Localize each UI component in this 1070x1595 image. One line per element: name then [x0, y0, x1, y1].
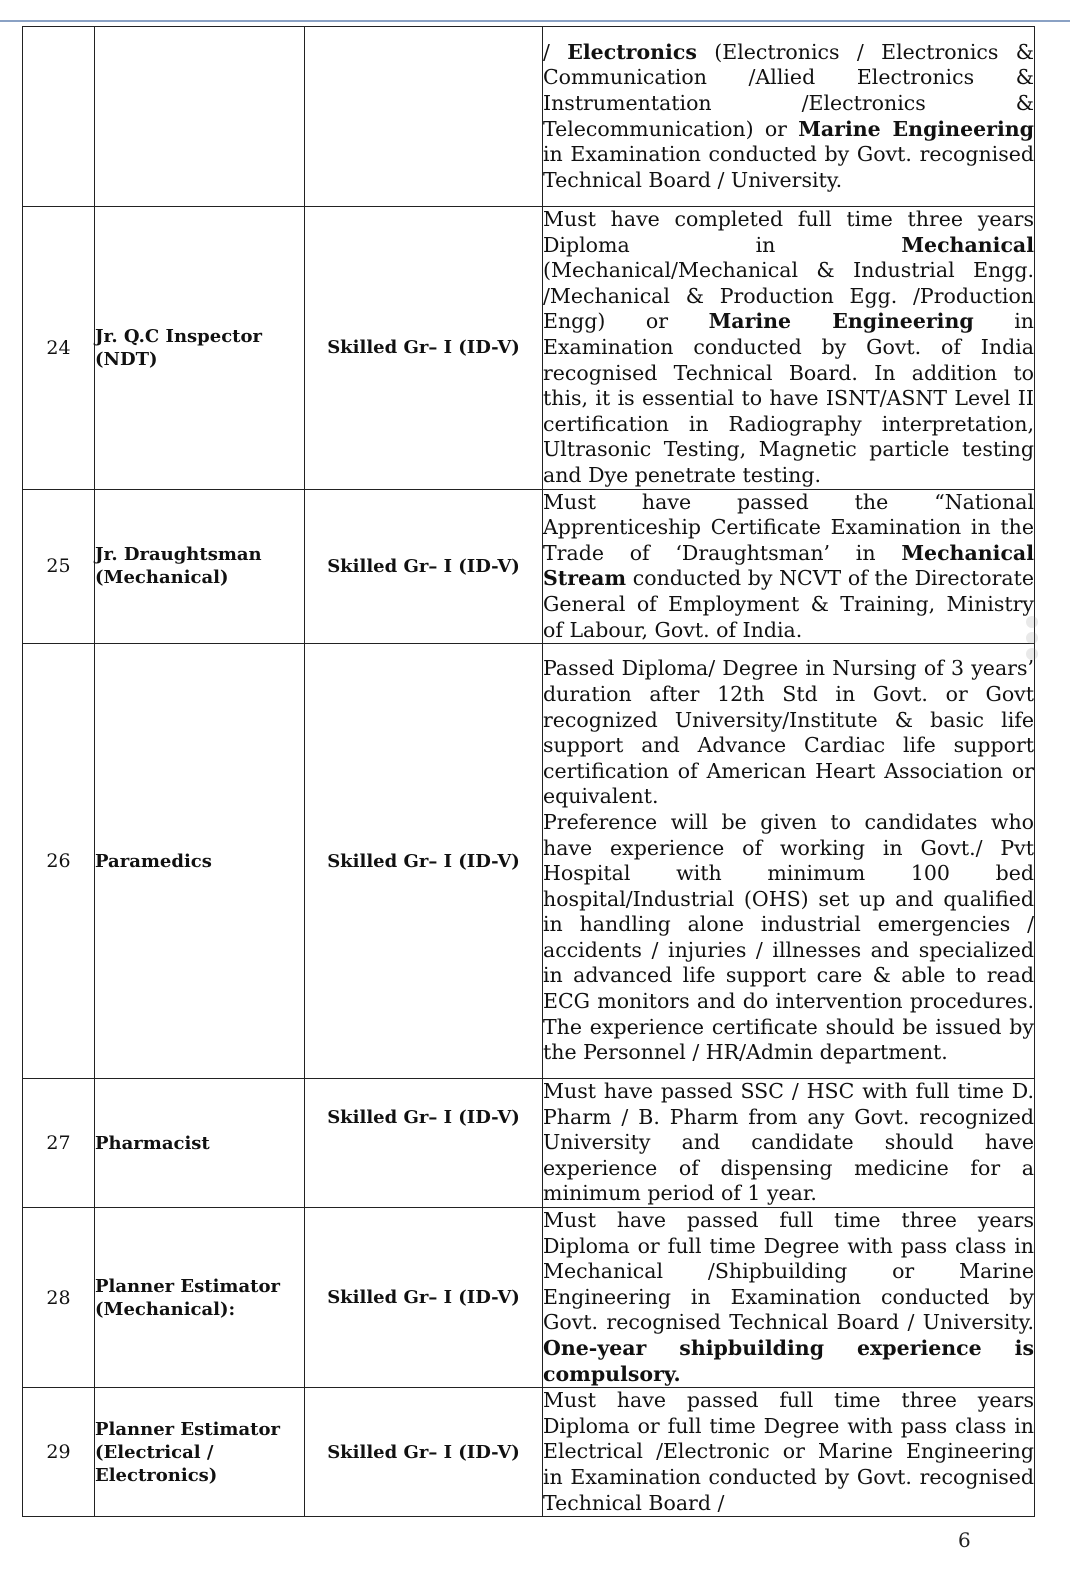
- serial-number-cell: 26: [23, 644, 95, 1079]
- grade-cell: Skilled Gr– I (ID-V): [305, 489, 543, 644]
- grade-cell: [305, 27, 543, 207]
- post-name-cell: Planner Estimator (Electrical / Electronics): [95, 1388, 305, 1517]
- qualification-text: Must have passed SSC / HSC with full time D. Pharm / B. Pharm from any Govt. recognized University and candidate should have experience of dispensing medicine for a minimum period of 1 year.: [543, 1079, 1034, 1206]
- qualification-text: Must have passed full time three years Diploma or full time Degree with pass class in Mechanical /Shipbuilding or Marine Engineering in Examination conducted by Govt. recognised Technical Board / University.: [543, 1208, 1034, 1335]
- grade-cell: Skilled Gr– I (ID-V): [305, 1208, 543, 1388]
- grade-cell: Skilled Gr– I (ID-V): [305, 644, 543, 1079]
- qualification-bold-text: Mechanical Stream: [543, 540, 1034, 591]
- table-row: [23, 644, 1035, 1079]
- qualification-paragraph: [543, 40, 1034, 194]
- post-name-cell: Jr. Q.C Inspector (NDT): [95, 207, 305, 490]
- qualification-paragraph: [543, 1388, 1034, 1516]
- qualification-text: Passed Diploma/ Degree in Nursing of 3 years’ duration after 12th Std in Govt. or Govt recognized University/Institute & basic life support and Advance Cardiac life support certification of American Heart Association or equivalent.: [543, 656, 1034, 809]
- table-row: [23, 1388, 1035, 1517]
- post-name-cell: Paramedics: [95, 644, 305, 1079]
- qualification-bold-text: Electronics: [567, 39, 697, 64]
- qualification-text: Preference will be given to candidates who have experience of working in Govt./ Pvt Hospital with minimum 100 bed hospital/Industrial (OHS) set up and qualified in handling alone industrial emergencies / accidents / injuries / illnesses and specialized in advanced life support care & able to read ECG monitors and do intervention procedures. The experience certificate should be issued by the Personnel / HR/Admin department.: [543, 809, 1034, 1065]
- qualification-bold-text: Mechanical: [901, 232, 1034, 257]
- qualification-text: Must have passed the “National Apprenticeship Certificate Examination in the Trade of ‘Draughtsman’ in: [543, 489, 1034, 565]
- post-name-cell: Pharmacist: [95, 1079, 305, 1208]
- qualification-paragraph: [543, 207, 1034, 489]
- qualification-text: (Mechanical/Mechanical & Industrial Engg. /Mechanical & Production Egg. /Production Engg) or: [543, 258, 1034, 334]
- qualification-text: in Examination conducted by Govt. recognised Technical Board / University.: [543, 142, 1034, 192]
- post-name-cell: [95, 27, 305, 207]
- qualification-cell: [543, 1079, 1035, 1208]
- qualification-bold-text: Marine Engineering: [798, 116, 1035, 141]
- post-name-cell: Jr. Draughtsman (Mechanical): [95, 489, 305, 644]
- qualification-cell: [543, 644, 1035, 1079]
- serial-number-cell: 29: [23, 1388, 95, 1517]
- qualification-paragraph: [543, 810, 1034, 1066]
- qualification-bold-text: Marine Engineering: [708, 309, 974, 334]
- qualification-text: in Examination conducted by Govt. of India recognised Technical Board. In addition to this, it is essential to have ISNT/ASNT Level II certification in Radiography interpretation, Ultrasonic Testing, Magnetic particle testing and Dye penetrate testing.: [543, 309, 1034, 487]
- qualification-paragraph: [543, 1208, 1034, 1387]
- serial-number-cell: [23, 27, 95, 207]
- table-row: [23, 489, 1035, 644]
- qualification-paragraph: [543, 656, 1034, 810]
- table-row: [23, 27, 1035, 207]
- qualification-text: Must have completed full time three years Diploma in: [543, 207, 1034, 257]
- qualification-text: /: [543, 39, 568, 64]
- posts-table-body: [23, 27, 1035, 1517]
- qualification-cell: [543, 207, 1035, 490]
- grade-cell: Skilled Gr– I (ID-V): [305, 1079, 543, 1208]
- table-row: [23, 1208, 1035, 1388]
- watermark-logo: [1022, 612, 1052, 682]
- grade-cell: Skilled Gr– I (ID-V): [305, 1388, 543, 1517]
- serial-number-cell: 25: [23, 489, 95, 644]
- serial-number-cell: 28: [23, 1208, 95, 1388]
- qualification-cell: [543, 489, 1035, 644]
- page-number: 6: [958, 1528, 971, 1552]
- qualification-cell: [543, 1208, 1035, 1388]
- qualification-paragraph: [543, 490, 1034, 644]
- qualification-text: conducted by NCVT of the Directorate General of Employment & Training, Ministry of Labour, Govt. of India.: [543, 566, 1034, 642]
- qualification-bold-text: One-year shipbuilding experience is compulsory.: [543, 1336, 1034, 1386]
- grade-cell: Skilled Gr– I (ID-V): [305, 207, 543, 490]
- serial-number-cell: 24: [23, 207, 95, 490]
- qualification-paragraph: [543, 1079, 1034, 1207]
- qualification-text: (Electronics / Electronics & Communication /Allied Electronics & Instrumentation /Electronics & Telecommunication) or: [543, 39, 1034, 141]
- qualification-cell: [543, 1388, 1035, 1517]
- qualification-text: Must have passed full time three years Diploma or full time Degree with pass class in Electrical /Electronic or Marine Engineering in Examination conducted by Govt. recognised Technical Board /: [543, 1388, 1034, 1515]
- qualification-cell: [543, 27, 1035, 207]
- table-row: [23, 1079, 1035, 1208]
- posts-table: [22, 26, 1035, 1517]
- page-top-rule: [0, 20, 1070, 22]
- serial-number-cell: 27: [23, 1079, 95, 1208]
- table-row: [23, 207, 1035, 490]
- post-name-cell: Planner Estimator (Mechanical):: [95, 1208, 305, 1388]
